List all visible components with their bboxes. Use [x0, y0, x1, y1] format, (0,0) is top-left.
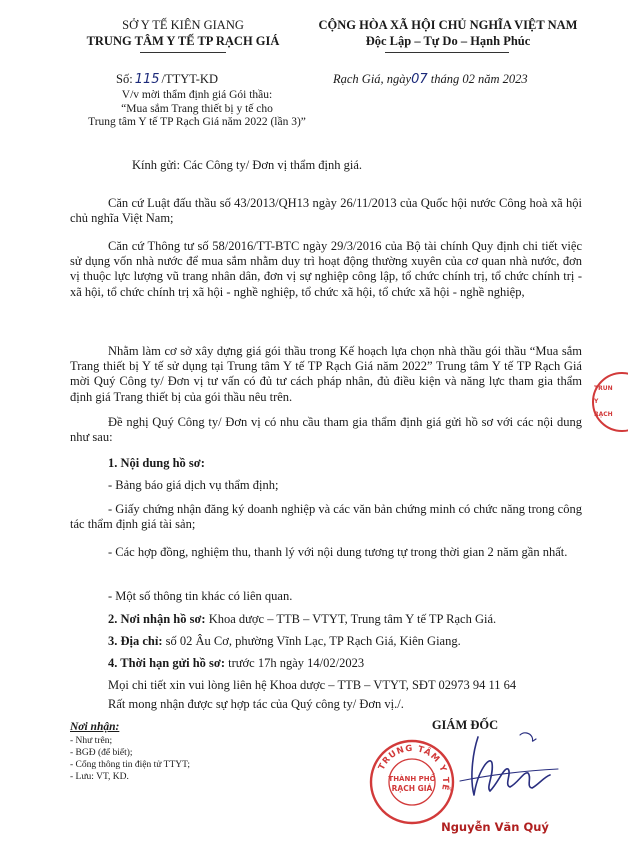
section-4: 4. Thời hạn gửi hồ sơ: trước 17h ngày 14/02/2023	[108, 656, 365, 670]
paragraph-legal-basis-2: Căn cứ Thông tư số 58/2016/TT-BTC ngày 29/3/2016 của Bộ tài chính Quy định chi tiết việc sử dụng vốn nhà nước để mua sắm nhằm duy trì hoạt động thường xuyên của cơ quan nhà nước, đơn vị thuộc lực lượng vũ trang nhân dân, đơn vị sự nghiệp công lập, tổ chức chính trị, tổ chức chính trị - xã hội, tổ chức chính trị xã hội - nghề nghiệp, tổ chức xã hội, tổ chức xã hội - nghề nghiệp,	[70, 239, 582, 299]
document-number: Số: 115 /TTYT-KD	[116, 72, 218, 87]
svg-text:Y: Y	[594, 398, 599, 405]
section-2-heading: 2. Nơi nhận hồ sơ:	[108, 612, 206, 626]
issuer-underline	[140, 52, 226, 53]
handwritten-signature-icon	[420, 725, 570, 820]
closing-line: Rất mong nhận được sự hợp tác của Quý công ty/ Đơn vị./.	[108, 697, 404, 711]
partial-seal-icon	[588, 370, 628, 434]
section-2: 2. Nơi nhận hồ sơ: Khoa dược – TTB – VTYT, Trung tâm Y tế TP Rạch Giá.	[108, 612, 497, 626]
issuer-block	[78, 17, 288, 49]
contact-line: Mọi chi tiết xin vui lòng liên hệ Khoa dược – TTB – VTYT, SĐT 02973 94 11 64	[108, 678, 517, 692]
department-name: SỞ Y TẾ KIÊN GIANG	[122, 18, 244, 32]
seal-center-line-1: THÀNH PHỐ	[388, 775, 436, 783]
recipient-item: - Lưu: VT, KD.	[70, 772, 129, 782]
handwritten-day: 07	[411, 72, 428, 87]
paragraph-legal-basis-1: Căn cứ Luật đấu thầu số 43/2013/QH13 ngày 26/11/2013 của Quốc hội nước Công hoà xã hội chủ nghĩa Việt Nam;	[70, 196, 582, 226]
section-1-heading: 1. Nội dung hồ sơ:	[108, 456, 205, 470]
country-name: CỘNG HÒA XÃ HỘI CHỦ NGHĨA VIỆT NAM	[318, 18, 578, 32]
signer-name: Nguyễn Văn Quý	[441, 820, 549, 834]
paragraph-purpose: Nhằm làm cơ sở xây dựng giá gói thầu trong Kế hoạch lựa chọn nhà thầu gói thầu “Mua sắm Trang thiết bị Y tế sử dụng tại Trung tâm Y tế TP Rạch Giá năm 2022” Trung tâm Y tế TP Rạch Giá mời Quý Công ty/ Đơn vị tư vấn có đủ tư cách pháp nhân, đủ điều kiện và năng lực tham gia thẩm định giá Trang thiết bị của gói thầu nêu trên.	[70, 344, 582, 404]
organization-name: TRUNG TÂM Y TẾ TP RẠCH GIÁ	[86, 34, 280, 48]
handwritten-number: 115	[134, 72, 160, 87]
paragraph-request: Đề nghị Quý Công ty/ Đơn vị có nhu cầu tham gia thẩm định giá gửi hồ sơ với các nội dung như sau:	[70, 415, 582, 445]
section-4-heading: 4. Thời hạn gửi hồ sơ:	[108, 656, 225, 670]
section-1-item: - Bảng báo giá dịch vụ thẩm định;	[108, 478, 279, 492]
section-3-heading: 3. Địa chỉ:	[108, 634, 163, 648]
section-3: 3. Địa chỉ: số 02 Âu Cơ, phường Vĩnh Lạc, TP Rạch Giá, Kiên Giang.	[108, 634, 461, 648]
seal-ring-text: TRUNG TÂM Y TẾ	[376, 743, 451, 792]
recipient-item: - BGĐ (để biết);	[70, 748, 133, 758]
motto-underline	[385, 52, 509, 53]
svg-text:RẠCH: RẠCH	[594, 411, 613, 418]
salutation: Kính gửi: Các Công ty/ Đơn vị thẩm định giá.	[132, 158, 363, 172]
svg-text:TRUN: TRUN	[594, 385, 613, 392]
national-motto-block	[298, 17, 598, 49]
subject-block: V/v mời thẩm định giá Gói thầu: “Mua sắm Trang thiết bị y tế cho Trung tâm Y tế TP Rạch Giá năm 2022 (lần 3)”	[88, 89, 306, 128]
recipients-title: Nơi nhận:	[70, 721, 120, 733]
signer-title: GIÁM ĐỐC	[431, 718, 499, 732]
recipients-list	[70, 735, 260, 783]
issue-date: Rạch Giá, ngày07 tháng 02 năm 2023	[333, 72, 528, 87]
edge-seal-fragment	[588, 370, 613, 434]
seal-center-line-2: RẠCH GIÁ	[391, 784, 433, 793]
motto: Độc Lập – Tự Do – Hạnh Phúc	[365, 34, 531, 48]
section-1-item: - Các hợp đồng, nghiệm thu, thanh lý với nội dung tương tự trong thời gian 2 năm gần nhất.	[108, 545, 568, 559]
section-1-item: - Một số thông tin khác có liên quan.	[108, 589, 293, 603]
section-1-item: - Giấy chứng nhận đăng ký doanh nghiệp và các văn bản chứng minh có chức năng trong công tác thẩm định giá tài sản;	[70, 502, 582, 532]
recipient-item: - Cổng thông tin điện tử TTYT;	[70, 760, 191, 770]
recipient-item: - Như trên;	[70, 736, 113, 746]
